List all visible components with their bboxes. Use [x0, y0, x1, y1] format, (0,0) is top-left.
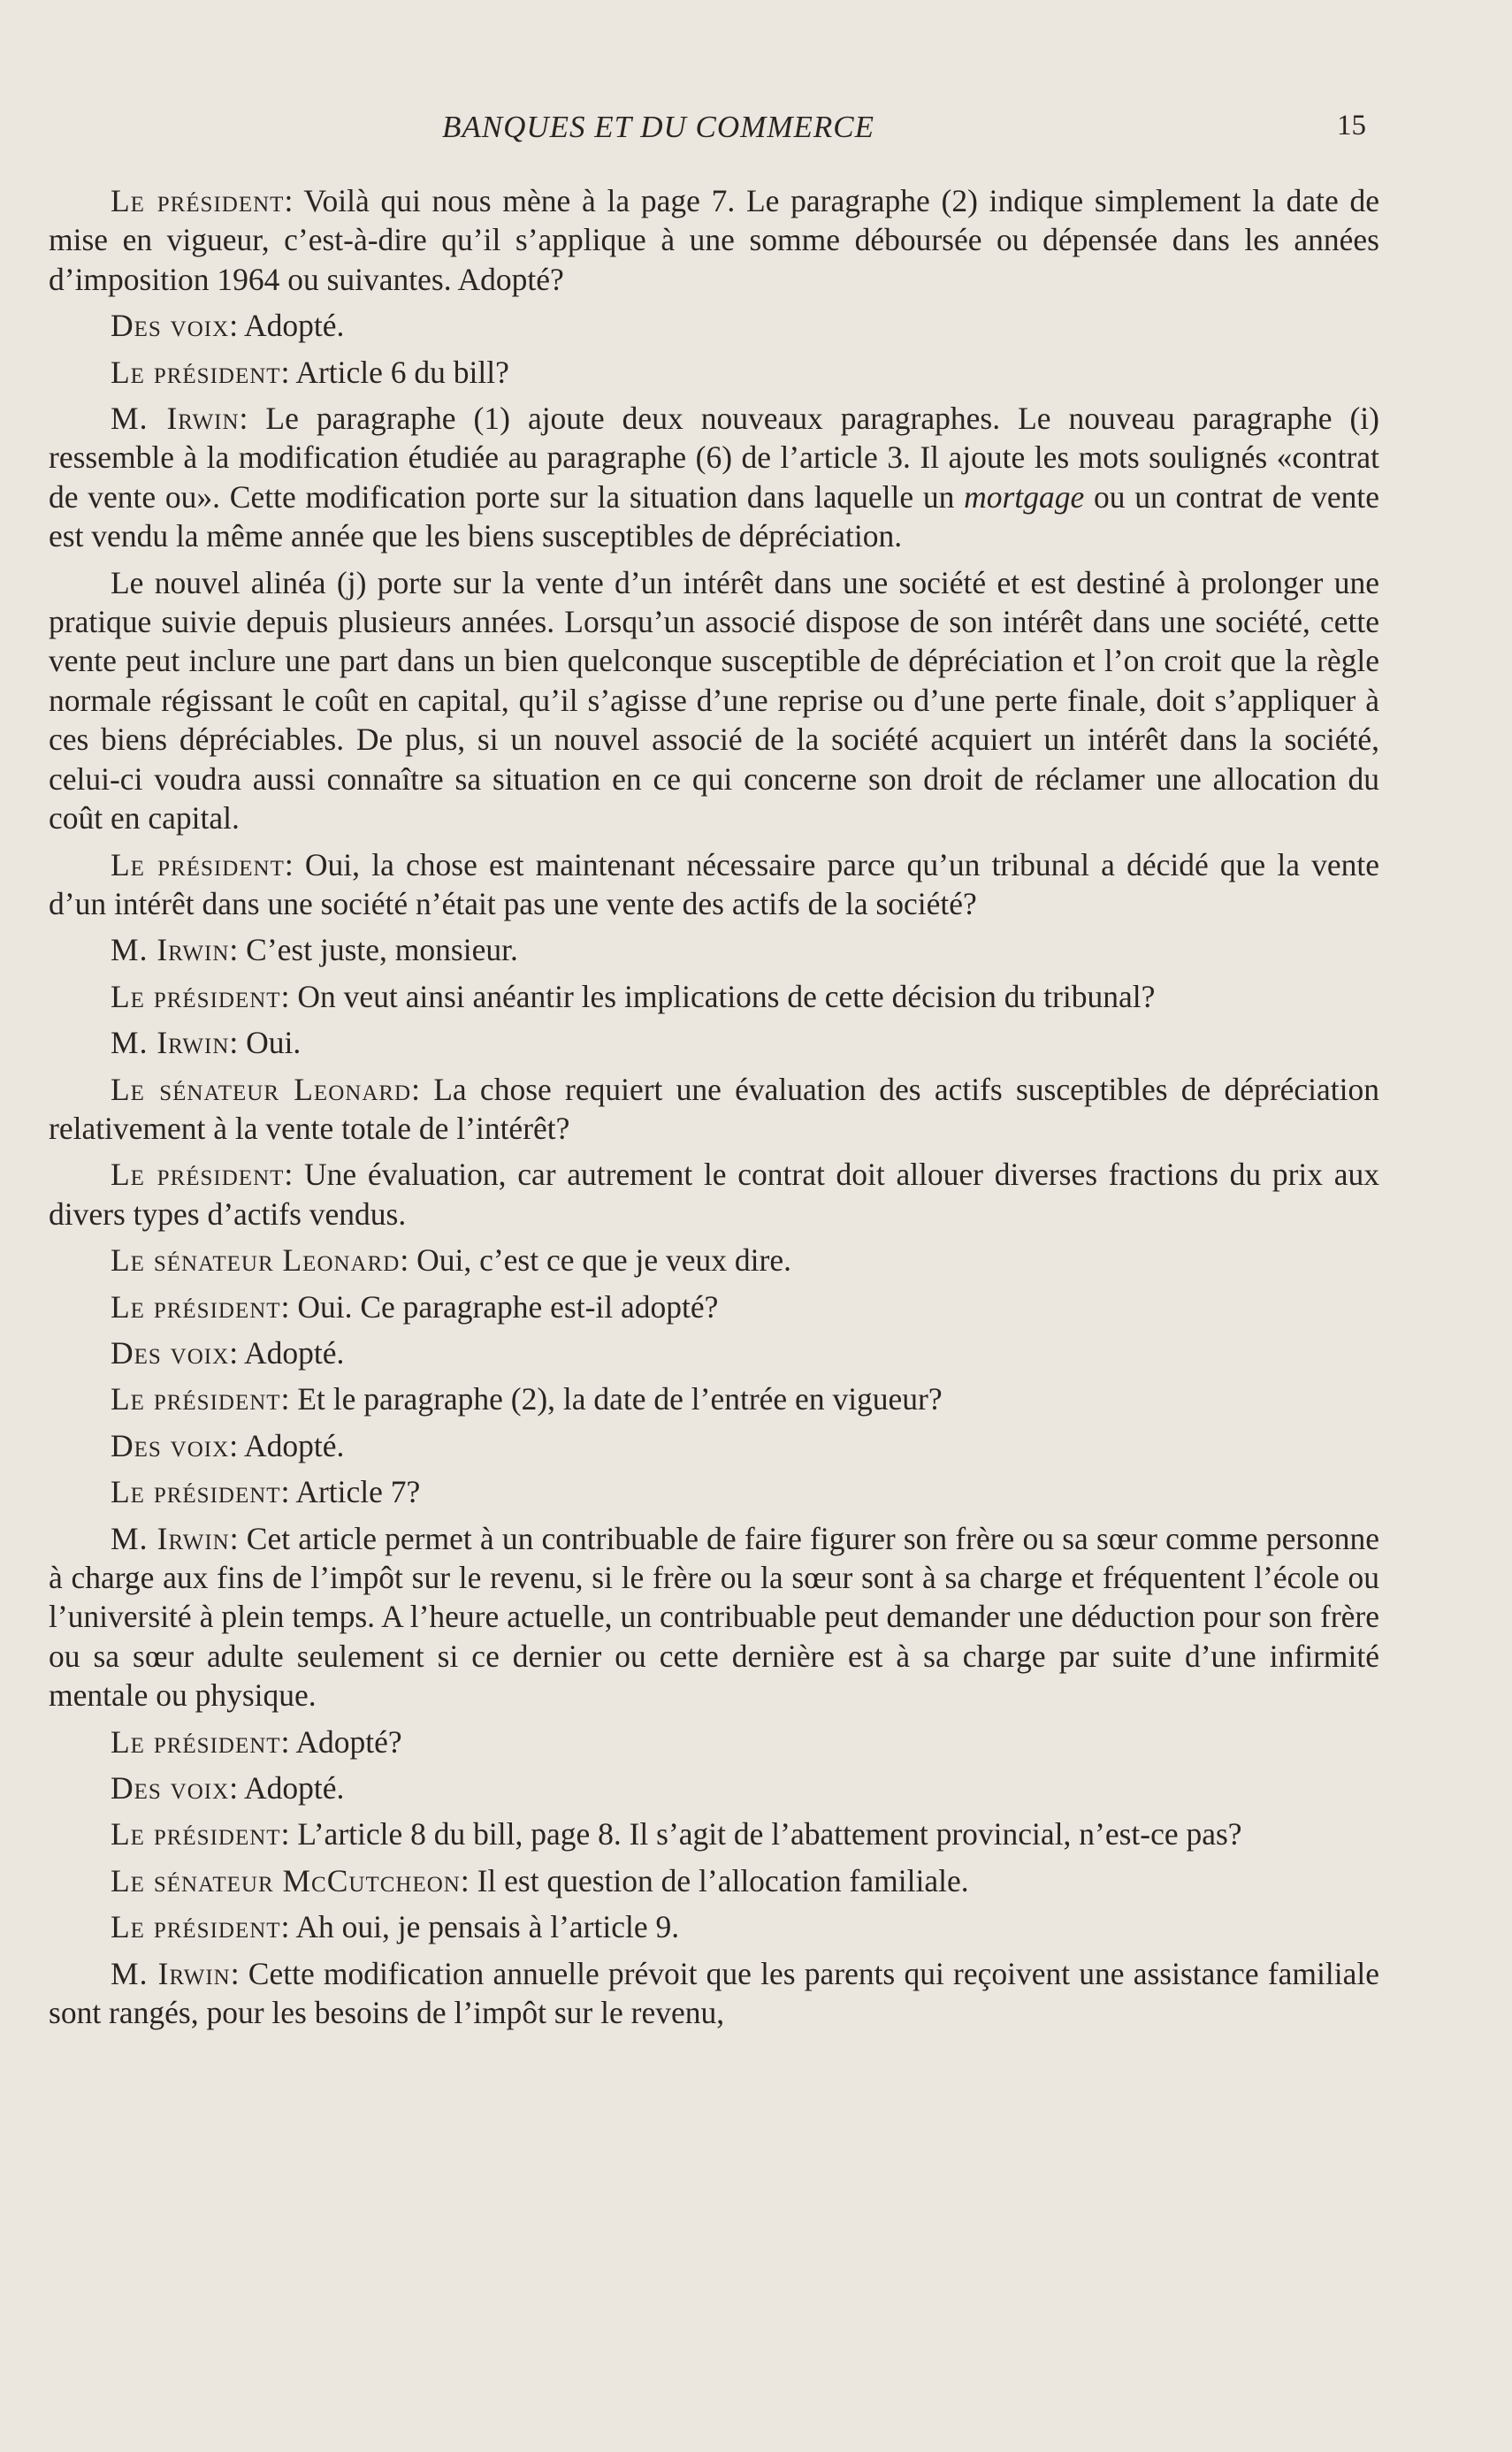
transcript-paragraph: Le président: Voilà qui nous mène à la page 7. Le paragraphe (2) indique simplement la date de mise en vigueur, c’est-à-dire qu’il s’applique à une somme déboursée ou dépensée dans les années d’imposition 1964 ou suivantes. Adopté? — [49, 183, 1380, 297]
speaker-name: Le sénateur McCutcheon — [111, 1862, 461, 1898]
transcript-paragraph: Le président: On veut ainsi anéantir les implications de cette décision du tribunal? — [111, 978, 1156, 1014]
paragraph-text: Oui. Ce paragraphe est-il adopté? — [297, 1288, 719, 1325]
speaker-name: Le sénateur Leonard — [111, 1071, 412, 1107]
paragraph-text: Et le paragraphe (2), la date de l’entrée en vigueur? — [297, 1381, 943, 1417]
transcript-paragraph: Des voix: Adopté. — [111, 308, 345, 344]
paragraph-text: On veut ainsi anéantir les implications de cette décision du tribunal? — [297, 978, 1156, 1014]
paragraph-text: Le nouvel alinéa (j) porte sur la vente d’un intérêt dans une société et est destiné à prolonger une pratique suivie depuis plusieurs années. Lorsqu’un associé dispose de son intérêt dans une société, cette vente peut inclure une part dans un bien quelconque susceptible de dépréciation et l’on croit que la règle normale régissant le coût en capital, qu’il s’agisse d’une reprise ou d’une perte finale, doit s’appliquer à ces biens dépréciables. De plus, si un nouvel associé de la société acquiert un intérêt dans la société, celui-ci voudra aussi connaître sa situation en ce qui concerne son droit de réclamer une allocation du coût en capital. — [49, 564, 1379, 836]
paragraph-text: Il est question de l’allocation familiale. — [477, 1862, 969, 1898]
speaker-name: Des voix — [111, 1427, 230, 1463]
transcript-paragraph: Des voix: Adopté. — [111, 1427, 345, 1463]
speaker-name: Le président — [111, 1723, 281, 1760]
paragraph-text: L’article 8 du bill, page 8. Il s’agit de l’abattement provincial, n’est-ce pas? — [297, 1816, 1242, 1852]
speaker-name: M. Irwin — [111, 932, 230, 968]
paragraph-text: Cette modification annuelle prévoit que les parents qui reçoivent une assistance familiale sont rangés, pour les besoins de l’impôt sur le revenu, — [49, 1955, 1379, 2031]
paragraph-text: Ah oui, je pensais à l’article 9. — [295, 1909, 680, 1945]
paragraph-text: C’est juste, monsieur. — [246, 932, 518, 968]
paragraph-text: Voilà qui nous mène à la page 7. Le paragraphe (2) indique simplement la date de mise en vigueur, c’est-à-dire qu’il s’applique à une somme déboursée ou dépensée dans les années d’imposition 1964 ou suivantes. Adopté? — [49, 183, 1380, 297]
paragraph-text: Oui. — [246, 1025, 302, 1061]
speaker-name: M. Irwin — [111, 1955, 231, 1991]
paragraph-text: Article 7? — [295, 1474, 421, 1510]
paragraph-text-continued: ou un contrat de vente est vendu la même année que les biens susceptibles de dépréciation. — [49, 478, 1379, 554]
speaker-name: Le président — [111, 354, 281, 390]
transcript-paragraph: Le président: Oui, la chose est maintenant nécessaire parce qu’un tribunal a décidé que la vente d’un intérêt dans une société n’était pas une vente des actifs de la société? — [49, 846, 1379, 921]
paragraph-text: Adopté. — [243, 1334, 345, 1371]
paragraph-text: Adopté. — [243, 1427, 345, 1463]
speaker-name: Des voix — [111, 1334, 230, 1371]
transcript-paragraph: Le président: Une évaluation, car autrement le contrat doit allouer diverses fractions du prix aux divers types d’actifs vendus. — [49, 1157, 1379, 1232]
speaker-name: Le président — [111, 1381, 281, 1417]
speaker-name: Le président — [111, 1909, 281, 1945]
paragraph-text: Article 6 du bill? — [295, 354, 509, 390]
transcript-paragraph — [49, 563, 1379, 838]
speaker-name: Des voix — [111, 308, 230, 344]
transcript-paragraph: Le président: Ah oui, je pensais à l’article 9. — [111, 1909, 680, 1945]
transcript-paragraph: M. Irwin: C’est juste, monsieur. — [111, 932, 518, 968]
paragraph-text: La chose requiert une évaluation des actifs susceptibles de dépréciation relativement à la vente totale de l’intérêt? — [49, 1071, 1379, 1146]
speaker-name: Le président — [111, 1474, 281, 1510]
paragraph-text: Oui, la chose est maintenant nécessaire parce qu’un tribunal a décidé que la vente d’un intérêt dans une société n’était pas une vente des actifs de la société? — [49, 846, 1379, 921]
paragraph-text: Cet article permet à un contribuable de faire figurer son frère ou sa sœur comme personne à charge aux fins de l’impôt sur le revenu, si le frère ou la sœur sont à sa charge et fréquentent l’école ou l’université à plein temps. A l’heure actuelle, un contribuable peut demander une déduction pour son frère ou sa sœur adulte seulement si ce dernier ou cette dernière est à sa charge par suite d’une infirmité mentale ou physique. — [49, 1520, 1379, 1714]
emphasized-term: mortgage — [964, 478, 1085, 515]
transcript-paragraph: Le président: Article 6 du bill? — [111, 354, 509, 390]
speaker-name: Le président — [111, 846, 285, 882]
transcript-paragraph: Le sénateur Leonard: La chose requiert une évaluation des actifs susceptibles de dépréciation relativement à la vente totale de l’intérêt? — [49, 1071, 1379, 1146]
speaker-name: Le sénateur Leonard — [111, 1242, 401, 1279]
transcript-paragraph: M. Irwin: Le paragraphe (1) ajoute deux nouveaux paragraphes. Le nouveau paragraphe (i) ressemble à la modification étudiée au paragraphe (6) de l’article 3. Il ajoute les mots soulignés «contrat de vente ou». Cette modification porte sur la situation dans laquelle un mortgage ou un contrat de vente est vendu la même année que les biens susceptibles de dépréciation. — [49, 401, 1379, 554]
transcript-paragraph: Des voix: Adopté. — [111, 1334, 345, 1371]
paragraph-text: Adopté? — [295, 1723, 402, 1760]
transcript-paragraph: Le président: Adopté? — [111, 1723, 402, 1760]
transcript-paragraph: Le sénateur McCutcheon: Il est question de l’allocation familiale. — [111, 1862, 969, 1898]
paragraph-text: Oui, c’est ce que je veux dire. — [416, 1242, 791, 1279]
transcript-paragraph: Le président: Oui. Ce paragraphe est-il adopté? — [111, 1288, 719, 1325]
transcript-paragraph: M. Irwin: Cet article permet à un contribuable de faire figurer son frère ou sa sœur comme personne à charge aux fins de l’impôt sur le revenu, si le frère ou la sœur sont à sa charge et fréquentent l’école ou l’université à plein temps. A l’heure actuelle, un contribuable peut demander une déduction pour son frère ou sa sœur adulte seulement si ce dernier ou cette dernière est à sa charge par suite d’une infirmité mentale ou physique. — [49, 1520, 1379, 1714]
transcript-paragraph: Le président: Article 7? — [111, 1474, 421, 1510]
paragraph-text: Le paragraphe (1) ajoute deux nouveaux paragraphes. Le nouveau paragraphe (i) ressemble à la modification étudiée au paragraphe (6) de l’article 3. Il ajoute les mots soulignés «contrat de vente ou». Cette modification porte sur la situation dans laquelle un — [49, 401, 1379, 515]
speaker-name: Le président — [111, 1157, 285, 1193]
running-header — [0, 110, 1512, 156]
speaker-name: M. Irwin — [111, 1520, 230, 1556]
speaker-name: Des voix — [111, 1770, 230, 1807]
transcript-body — [49, 181, 1379, 2039]
speaker-name: Le président — [111, 1288, 281, 1325]
paragraph-text: Adopté. — [243, 1770, 345, 1807]
transcript-paragraph: M. Irwin: Cette modification annuelle prévoit que les parents qui reçoivent une assistance familiale sont rangés, pour les besoins de l’impôt sur le revenu, — [49, 1955, 1379, 2031]
transcript-paragraph: Le président: L’article 8 du bill, page 8. Il s’agit de l’abattement provincial, n’est-ce pas? — [111, 1816, 1242, 1852]
transcript-paragraph: Des voix: Adopté. — [111, 1770, 345, 1807]
paragraph-text: Adopté. — [243, 308, 345, 344]
speaker-name: M. Irwin — [111, 401, 240, 437]
speaker-name: Le président — [111, 1816, 281, 1852]
transcript-paragraph: M. Irwin: Oui. — [111, 1025, 302, 1061]
paragraph-text: Une évaluation, car autrement le contrat doit allouer diverses fractions du prix aux divers types d’actifs vendus. — [49, 1157, 1379, 1232]
speaker-name: M. Irwin — [111, 1025, 230, 1061]
transcript-paragraph: Le sénateur Leonard: Oui, c’est ce que je veux dire. — [111, 1242, 791, 1279]
page-number: 15 — [1337, 110, 1366, 141]
speaker-name: Le président — [111, 183, 285, 218]
running-title: BANQUES ET DU COMMERCE — [442, 110, 874, 144]
speaker-name: Le président — [111, 978, 281, 1014]
transcript-paragraph: Le président: Et le paragraphe (2), la date de l’entrée en vigueur? — [111, 1381, 943, 1417]
